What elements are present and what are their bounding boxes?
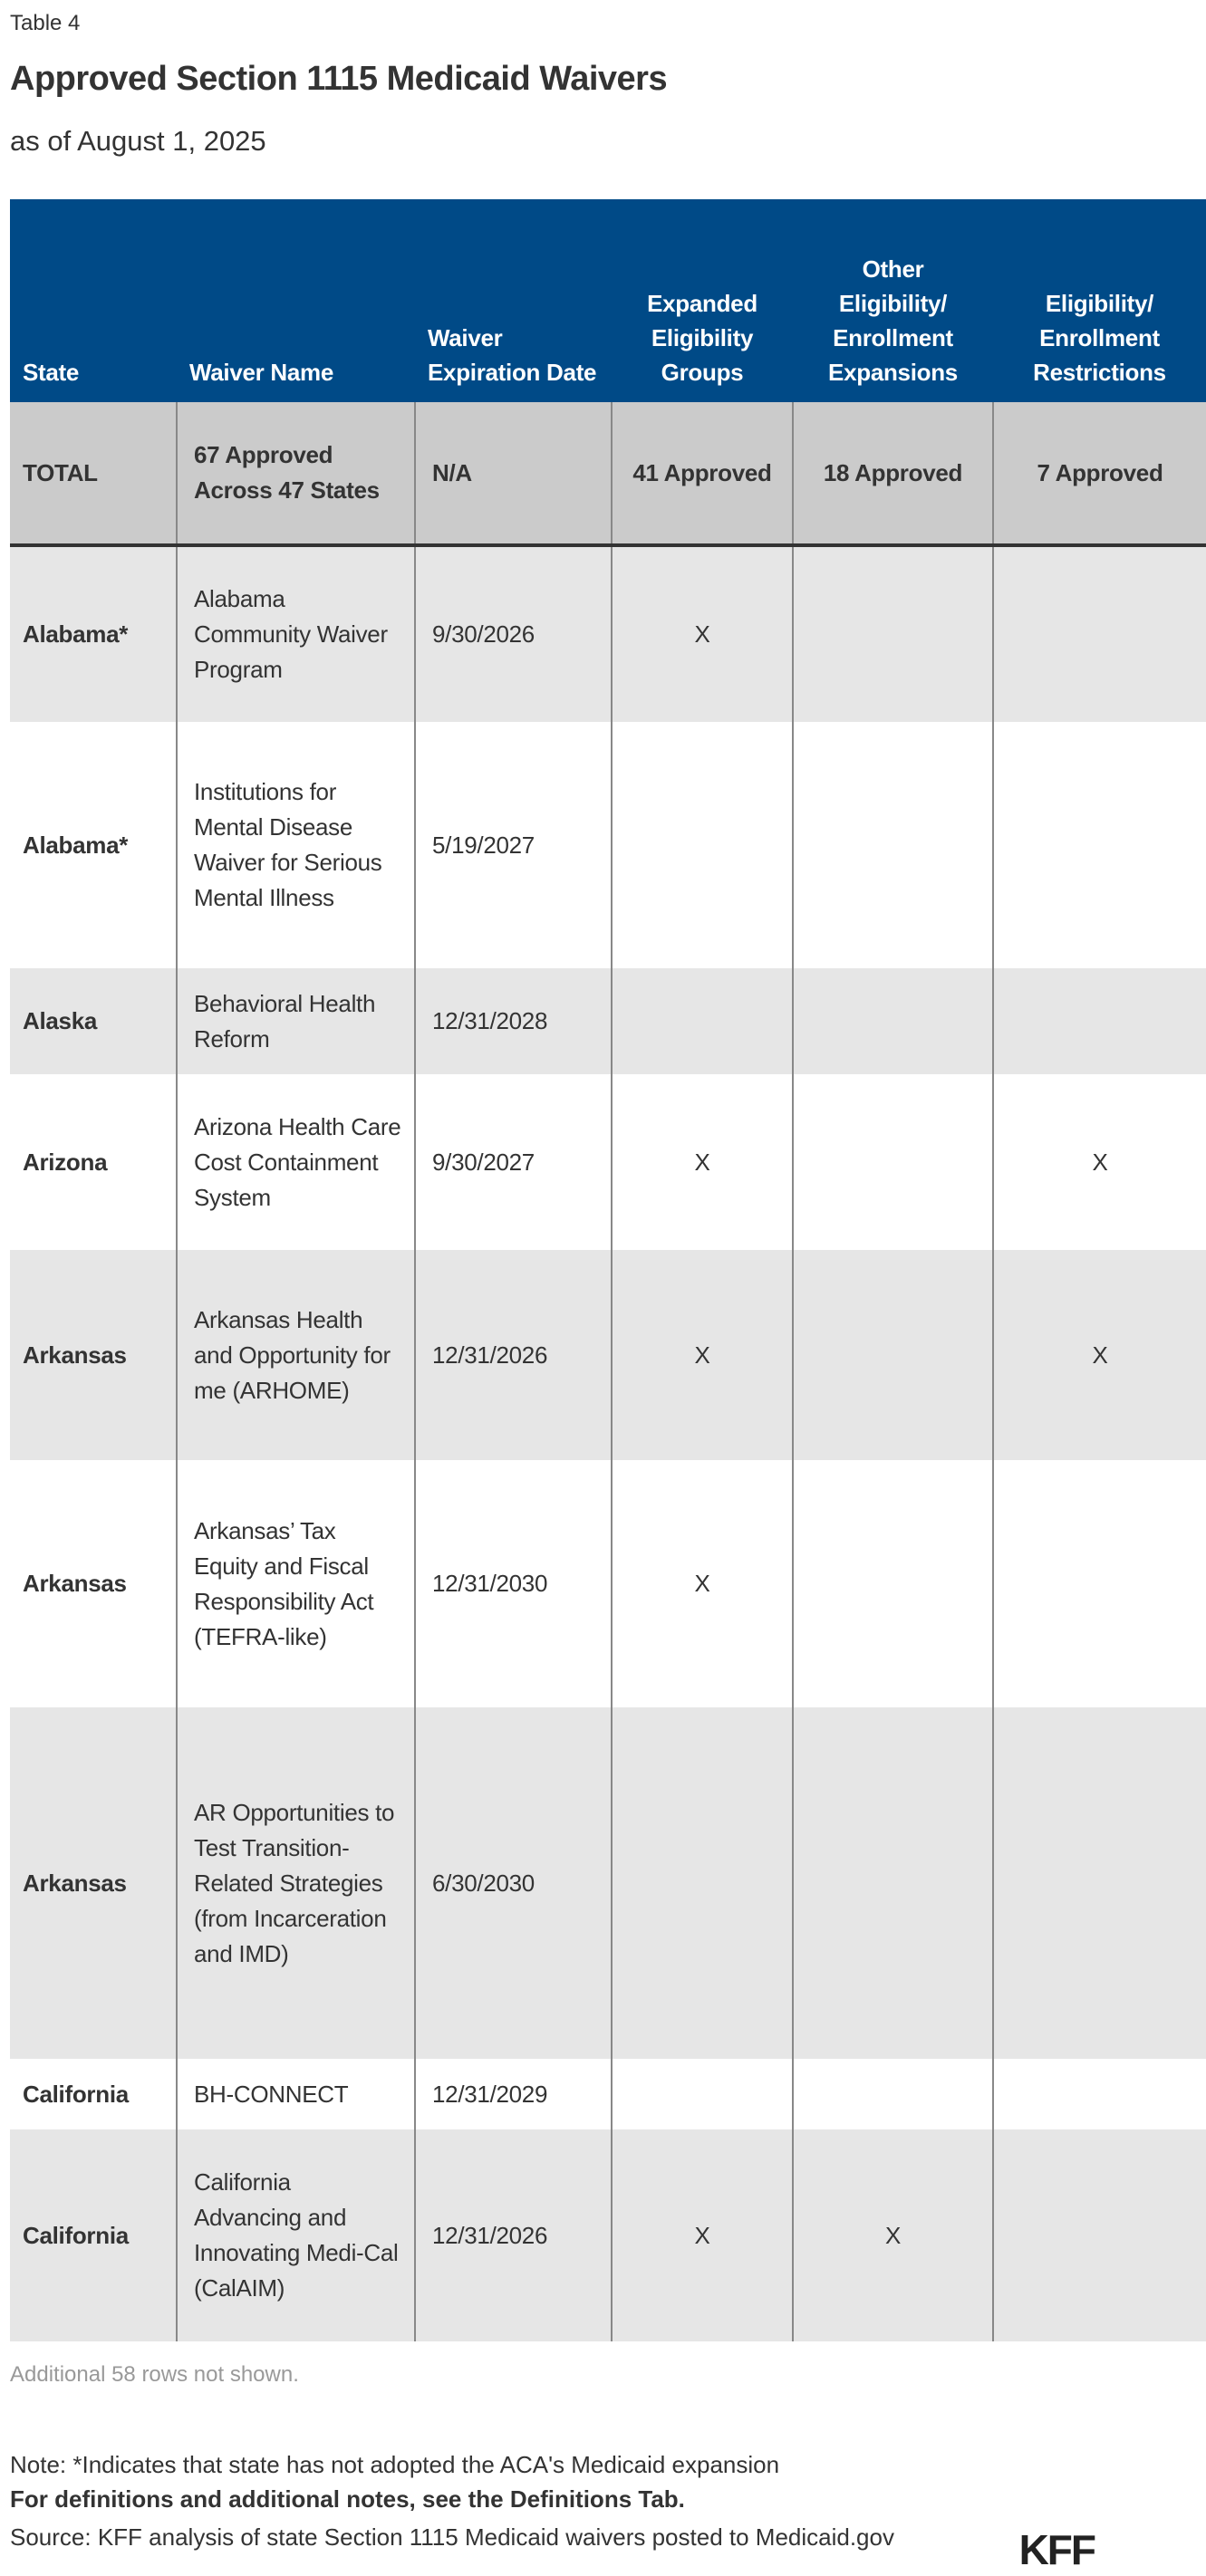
- cell-waiver-name: California Advancing and Innovating Medi-Cal (CalAIM): [177, 2129, 415, 2341]
- cell-expiration-date: 6/30/2030: [415, 1707, 612, 2059]
- column-header-waiver-name[interactable]: Waiver Name: [177, 199, 415, 402]
- kff-logo: KFF: [1018, 2526, 1095, 2573]
- cell-state: California: [10, 2059, 177, 2129]
- cell-expanded-eligibility: [612, 2059, 793, 2129]
- cell-other-expansions: X: [793, 2129, 993, 2341]
- table-row: [10, 722, 1206, 968]
- table-row: [10, 2059, 1206, 2129]
- cell-waiver-name: BH-CONNECT: [177, 2059, 415, 2129]
- cell-state: Alabama*: [10, 545, 177, 722]
- column-header-expanded-eligibility[interactable]: Expanded Eligibility Groups: [612, 199, 793, 402]
- cell-expanded-eligibility: X: [612, 2129, 793, 2341]
- column-header-other-expansions[interactable]: Other Eligibility/ Enrollment Expansions: [793, 199, 993, 402]
- cell-waiver-name: AR Opportunities to Test Transition-Related Strategies (from Incarceration and IMD): [177, 1707, 415, 2059]
- total-restrictions: 7 Approved: [993, 402, 1206, 545]
- column-header-state[interactable]: State: [10, 199, 177, 402]
- total-waivers: 67 Approved Across 47 States: [177, 402, 415, 545]
- cell-state: Arizona: [10, 1074, 177, 1250]
- cell-expiration-date: 12/31/2026: [415, 1250, 612, 1460]
- cell-expiration-date: 12/31/2026: [415, 2129, 612, 2341]
- page-title: Approved Section 1115 Medicaid Waivers: [10, 60, 668, 98]
- cell-waiver-name: Arkansas Health and Opportunity for me (ARHOME): [177, 1250, 415, 1460]
- cell-expiration-date: 9/30/2027: [415, 1074, 612, 1250]
- definitions-note: For definitions and additional notes, see the Definitions Tab.: [10, 2485, 685, 2513]
- table-row: [10, 1460, 1206, 1707]
- table-row: [10, 545, 1206, 722]
- cell-waiver-name: Alabama Community Waiver Program: [177, 545, 415, 722]
- cell-expanded-eligibility: X: [612, 1460, 793, 1707]
- cell-expiration-date: 12/31/2030: [415, 1460, 612, 1707]
- cell-restrictions: [993, 722, 1206, 968]
- cell-state: Arkansas: [10, 1460, 177, 1707]
- table-number: Table 4: [10, 11, 81, 35]
- total-other: 18 Approved: [793, 402, 993, 545]
- cell-expanded-eligibility: X: [612, 1250, 793, 1460]
- cell-state: Alaska: [10, 968, 177, 1074]
- cell-waiver-name: Behavioral Health Reform: [177, 968, 415, 1074]
- cell-waiver-name: Arizona Health Care Cost Containment System: [177, 1074, 415, 1250]
- cell-waiver-name: Arkansas’ Tax Equity and Fiscal Responsibility Act (TEFRA-like): [177, 1460, 415, 1707]
- column-header-expiration-date[interactable]: Waiver Expiration Date: [415, 199, 612, 402]
- cell-waiver-name: Institutions for Mental Disease Waiver for Serious Mental Illness: [177, 722, 415, 968]
- cell-expanded-eligibility: X: [612, 545, 793, 722]
- table-row: [10, 1250, 1206, 1460]
- table-row: [10, 968, 1206, 1074]
- cell-other-expansions: [793, 1074, 993, 1250]
- cell-restrictions: [993, 1460, 1206, 1707]
- cell-expanded-eligibility: X: [612, 1074, 793, 1250]
- table-row: [10, 2129, 1206, 2341]
- total-row: [10, 402, 1206, 545]
- cell-state: Alabama*: [10, 722, 177, 968]
- cell-expiration-date: 12/31/2028: [415, 968, 612, 1074]
- total-label: TOTAL: [10, 402, 177, 545]
- footnote: Note: *Indicates that state has not adopted the ACA's Medicaid expansion: [10, 2451, 780, 2478]
- cell-expiration-date: 12/31/2029: [415, 2059, 612, 2129]
- waivers-table-container[interactable]: [10, 199, 1166, 2341]
- cell-state: Arkansas: [10, 1707, 177, 2059]
- column-header-restrictions[interactable]: Eligibility/ Enrollment Restrictions: [993, 199, 1206, 402]
- cell-other-expansions: [793, 1250, 993, 1460]
- cell-restrictions: [993, 545, 1206, 722]
- cell-state: California: [10, 2129, 177, 2341]
- table-row: [10, 1707, 1206, 2059]
- total-expanded: 41 Approved: [612, 402, 793, 545]
- waivers-table: [10, 199, 1206, 2341]
- cell-other-expansions: [793, 2059, 993, 2129]
- cell-expanded-eligibility: [612, 1707, 793, 2059]
- cell-expiration-date: 5/19/2027: [415, 722, 612, 968]
- cell-other-expansions: [793, 1707, 993, 2059]
- source-note: Source: KFF analysis of state Section 1115 Medicaid waivers posted to Medicaid.gov: [10, 2523, 894, 2551]
- header-row: [10, 199, 1206, 402]
- cell-restrictions: [993, 1707, 1206, 2059]
- total-date: N/A: [415, 402, 612, 545]
- cell-restrictions: [993, 2129, 1206, 2341]
- cell-other-expansions: [793, 968, 993, 1074]
- cell-restrictions: [993, 2059, 1206, 2129]
- table-row: [10, 1074, 1206, 1250]
- cell-restrictions: [993, 968, 1206, 1074]
- cell-state: Arkansas: [10, 1250, 177, 1460]
- cell-expanded-eligibility: [612, 968, 793, 1074]
- cell-expanded-eligibility: [612, 722, 793, 968]
- cell-restrictions: X: [993, 1074, 1206, 1250]
- cell-other-expansions: [793, 545, 993, 722]
- cell-restrictions: X: [993, 1250, 1206, 1460]
- cell-other-expansions: [793, 1460, 993, 1707]
- subtitle: as of August 1, 2025: [10, 125, 266, 157]
- cell-expiration-date: 9/30/2026: [415, 545, 612, 722]
- additional-rows-note: Additional 58 rows not shown.: [10, 2362, 299, 2387]
- cell-other-expansions: [793, 722, 993, 968]
